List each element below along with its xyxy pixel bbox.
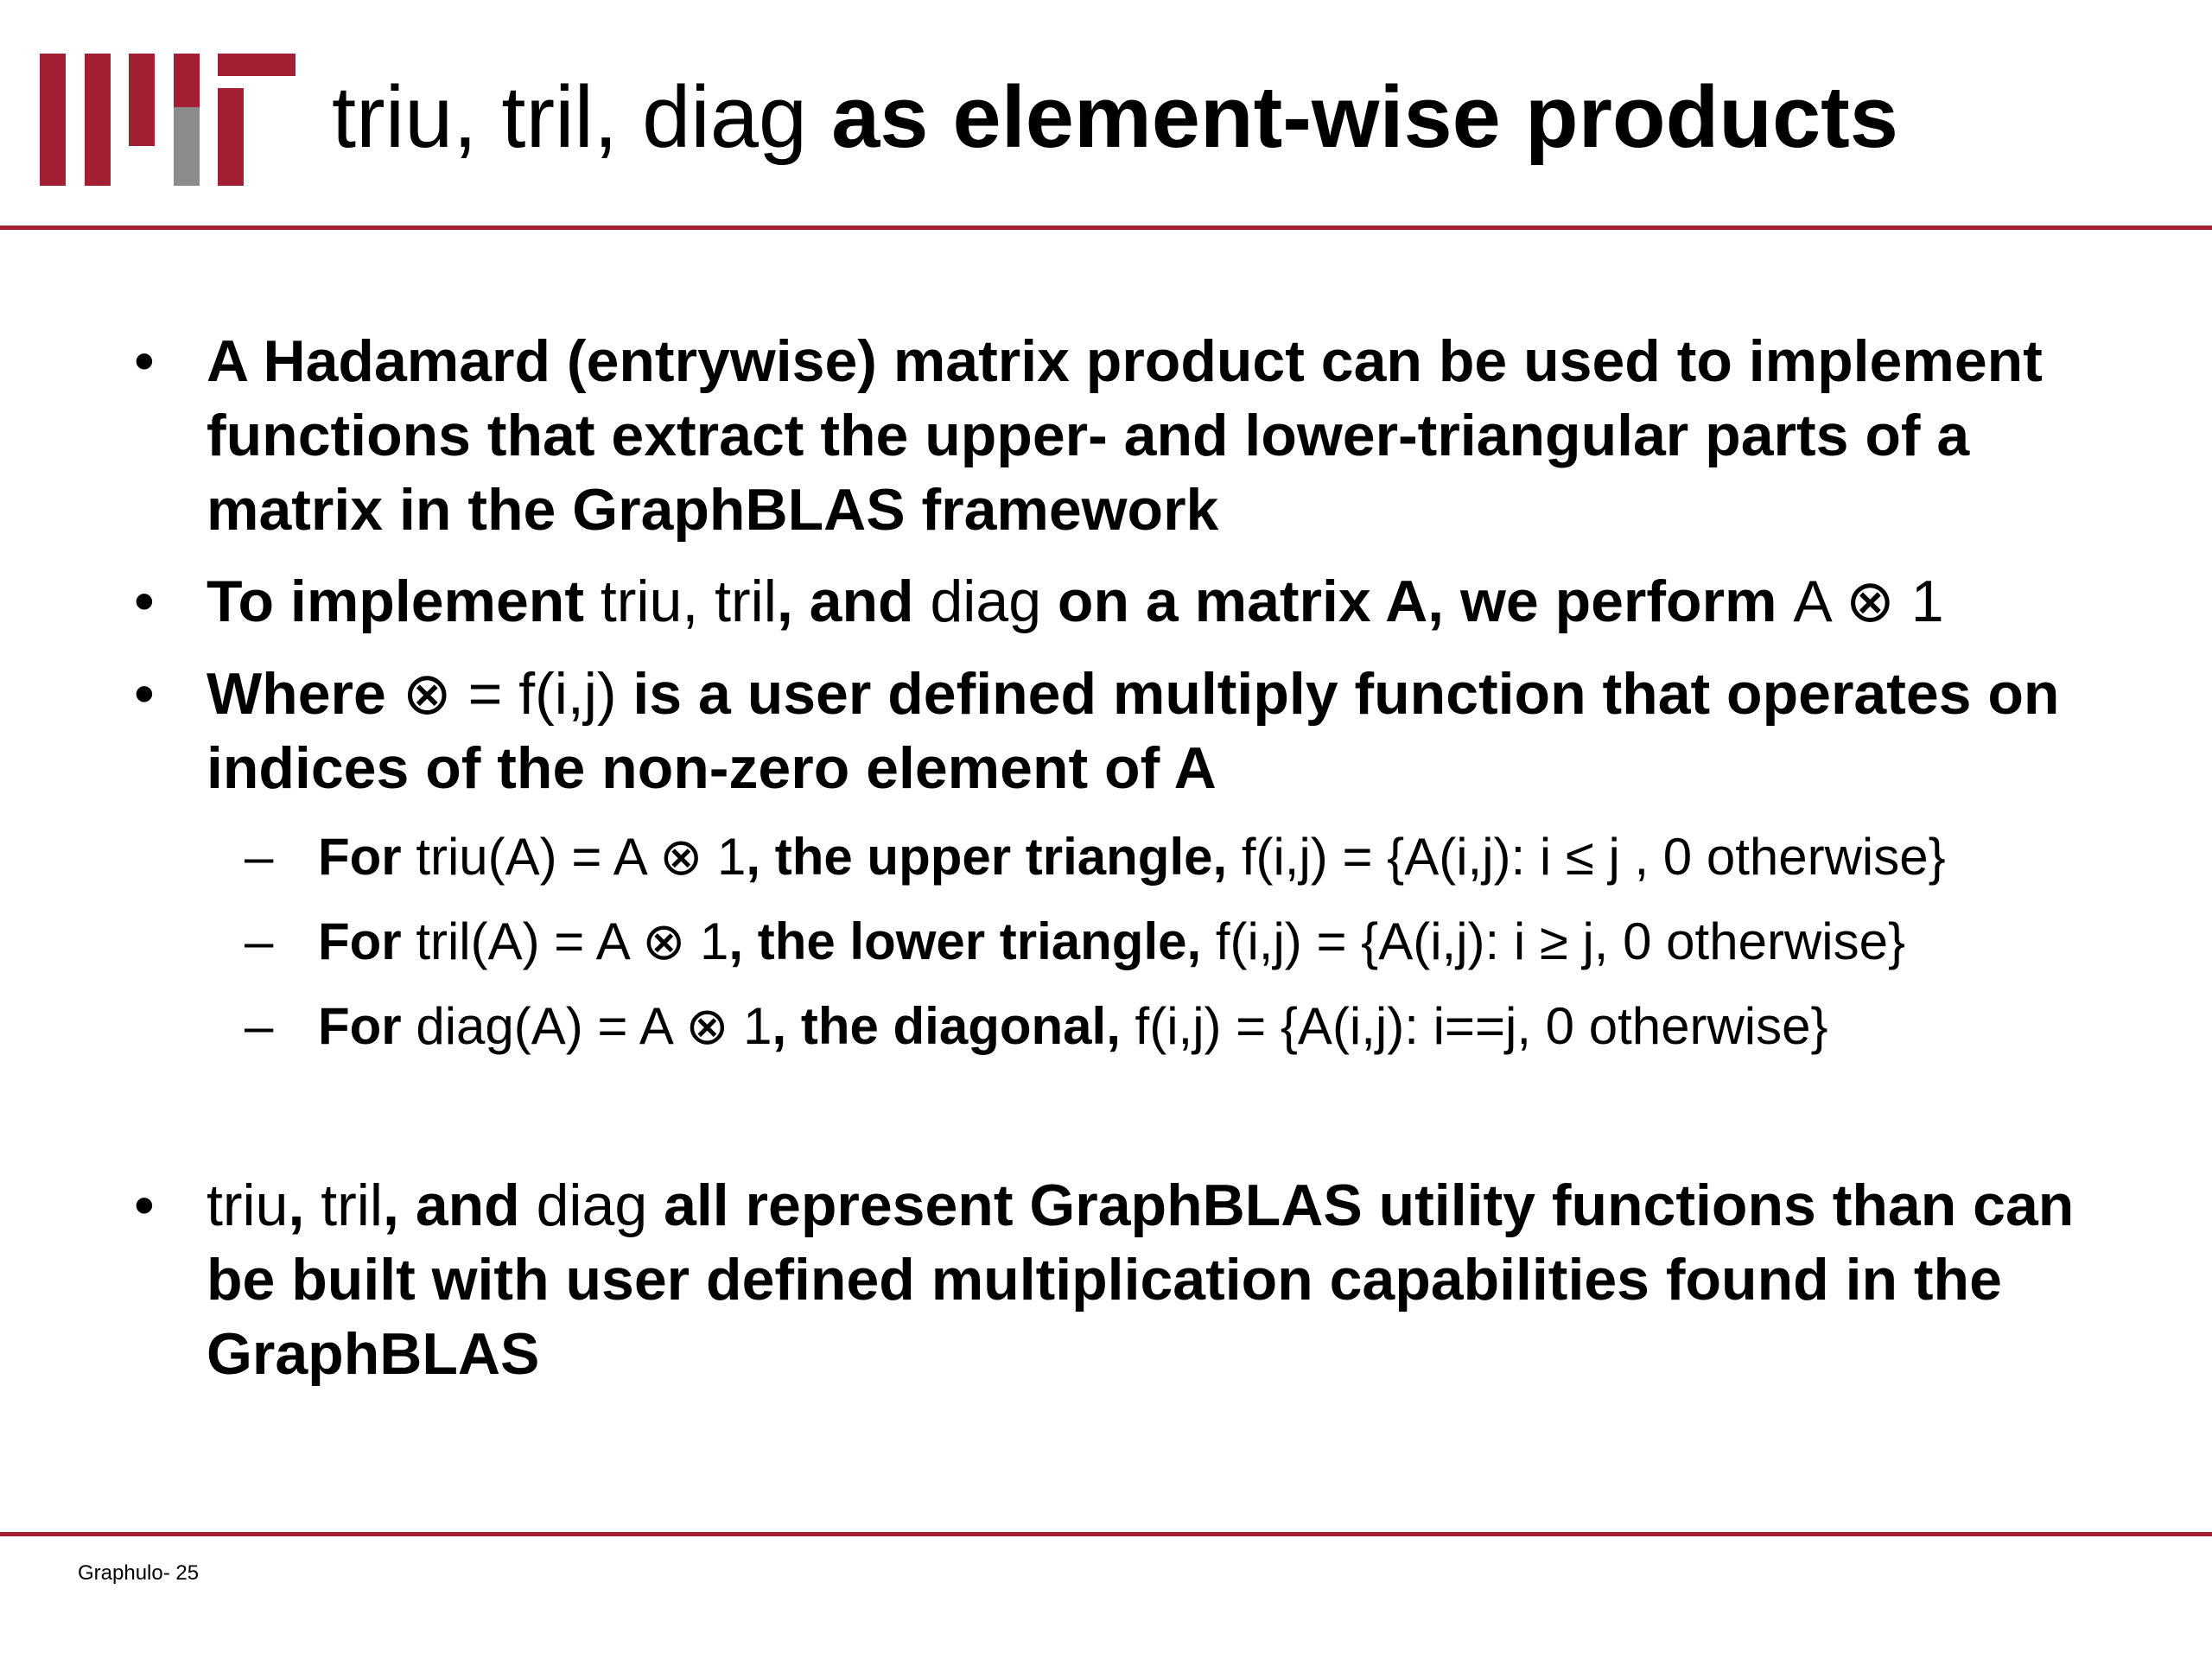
bullet-segment: diag bbox=[536, 1173, 648, 1238]
header-divider bbox=[0, 226, 2212, 230]
sub-bullet-segment: f(i,j) = {A(i,j): i==j, 0 otherwise} bbox=[1135, 997, 1828, 1055]
logo-bar-3 bbox=[129, 54, 155, 146]
bullet-segment: To implement bbox=[207, 569, 601, 634]
bullet-item-2 bbox=[134, 564, 2087, 639]
bullet-text bbox=[207, 564, 2087, 639]
sub-bullet-text bbox=[318, 992, 2145, 1061]
footer-page-label: Graphulo- 25 bbox=[78, 1561, 200, 1585]
logo-bar-t-top bbox=[218, 54, 296, 76]
bullet-text bbox=[207, 657, 2087, 805]
sub-bullet-segment: For bbox=[318, 828, 416, 886]
logo-bar-t-stem bbox=[218, 88, 244, 186]
sub-bullet-marker: – bbox=[245, 912, 274, 970]
bullet-item-1 bbox=[134, 324, 2087, 547]
sub-bullet-segment: , the diagonal, bbox=[772, 997, 1135, 1055]
sub-bullet-segment: , the lower triangle, bbox=[728, 912, 1216, 970]
bullet-segment: , and bbox=[383, 1173, 537, 1238]
slide-title bbox=[332, 66, 1898, 169]
bullet-segment: Where bbox=[207, 661, 403, 727]
bullet-segment: tril bbox=[321, 1173, 384, 1238]
sub-bullet-segment: tril(A) = A ⊗ 1 bbox=[416, 912, 729, 970]
bullet-segment: ⊗ = f(i,j) bbox=[402, 661, 617, 727]
bullet-segment: on a matrix A, we perform bbox=[1041, 569, 1794, 634]
sub-bullet-segment: , the upper triangle, bbox=[746, 828, 1242, 886]
bullet-marker: • bbox=[134, 328, 155, 394]
logo-bar-i bbox=[174, 107, 200, 186]
bullet-segment: A Hadamard (entrywise) matrix product can be used to implement functions that extract the upper- and lower-triangular parts of a matrix in the GraphBLAS framework bbox=[207, 328, 2043, 543]
bullet-text bbox=[207, 1168, 2087, 1391]
bullet-marker: • bbox=[134, 1173, 155, 1238]
logo-bar-1 bbox=[40, 54, 66, 186]
footer-divider bbox=[0, 1532, 2212, 1536]
bullet-segment: diag bbox=[930, 569, 1042, 634]
sub-bullet-segment: f(i,j) = {A(i,j): i ≥ j, 0 otherwise} bbox=[1215, 912, 1905, 970]
bullet-segment: , and bbox=[776, 569, 931, 634]
sub-bullet-item-2 bbox=[245, 907, 2145, 976]
bullet-marker: • bbox=[134, 569, 155, 634]
mit-logo-icon bbox=[40, 54, 296, 186]
bullet-segment: , bbox=[288, 1173, 321, 1238]
bullet-segment: triu, tril bbox=[600, 569, 777, 634]
bullet-segment: is a user defined multiply function that operates on indices of the non-zero element of A bbox=[207, 661, 2060, 801]
sub-bullet-text bbox=[318, 907, 2145, 976]
bullet-text bbox=[207, 324, 2087, 547]
bullet-item-4 bbox=[134, 1168, 2087, 1391]
sub-bullet-item-3 bbox=[245, 992, 2145, 1061]
sub-bullet-segment: triu(A) = A ⊗ 1 bbox=[416, 828, 747, 886]
sub-bullet-segment: For bbox=[318, 912, 416, 970]
sub-bullet-marker: – bbox=[245, 828, 274, 886]
sub-bullet-marker: – bbox=[245, 997, 274, 1055]
bullet-segment: triu bbox=[207, 1173, 289, 1238]
title-normal-part: triu, tril, diag bbox=[332, 69, 808, 166]
bullet-segment: A ⊗ 1 bbox=[1793, 569, 1944, 634]
sub-bullet-item-1 bbox=[245, 823, 2145, 892]
bullet-marker: • bbox=[134, 661, 155, 727]
sub-bullet-segment: For bbox=[318, 997, 416, 1055]
bullet-segment: all represent GraphBLAS utility functions than can be built with user defined multiplication capabilities found in the GraphBLAS bbox=[207, 1173, 2075, 1387]
sub-bullet-segment: f(i,j) = {A(i,j): i ≤ j , 0 otherwise} bbox=[1241, 828, 1946, 886]
bullet-item-3 bbox=[134, 657, 2087, 805]
sub-bullet-segment: diag(A) = A ⊗ 1 bbox=[416, 997, 772, 1055]
sub-bullet-text bbox=[318, 823, 2145, 892]
logo-bar-2 bbox=[85, 54, 111, 186]
title-bold-part: as element-wise products bbox=[831, 69, 1898, 166]
